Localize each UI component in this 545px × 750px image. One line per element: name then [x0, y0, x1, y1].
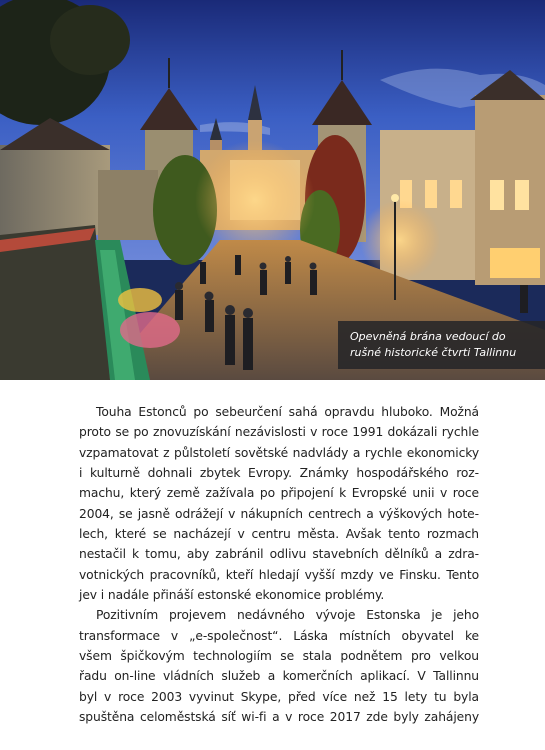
article-body: [79, 402, 479, 728]
text-line: Touha Estonců po sebeurčení sahá opravdu hluboko. Možná: [96, 405, 479, 419]
text-line: spuštěna celoměstská síť wi-fi a v roce 2017 zde byly zahájeny: [79, 710, 479, 725]
text-line: proto se po znovuzískání nezávislosti v roce 1991 dokázali rychle: [79, 425, 479, 440]
photo-caption: [338, 321, 545, 369]
text-line: i kulturně dohnali zbytek Evropy. Známky hospodářského roz-: [79, 466, 479, 481]
text-line: nestačil k tomu, aby zabránil odlivu stavebních dělníků a zdra-: [79, 547, 479, 562]
text-line: transformace v „e-společnost“. Láska místních obyvatel ke: [79, 628, 479, 643]
text-line: všem špičkovým technologiím se stala podnětem pro velkou: [79, 649, 479, 664]
text-line: 2004, se jasně odrážejí v nákupních centrech a výškových hote-: [79, 506, 479, 521]
text-line: lech, které se nacházejí v centru města. Avšak tento rozmach: [79, 527, 479, 542]
paragraph: [79, 605, 479, 727]
paragraph: [79, 402, 479, 605]
text-line: Pozitivním projevem nedávného vývoje Estonska je jeho: [96, 608, 479, 623]
caption-line: Opevněná brána vedoucí do: [350, 330, 506, 343]
text-line: byl v roce 2003 vyvinut Skype, před více než 15 lety tu byla: [79, 689, 479, 704]
caption-line: rušné historické čtvrti Tallinnu: [350, 346, 517, 359]
text-line: vzpamatovat z půlstoletí sovětské nadvlády a rychle ekonomicky: [79, 445, 479, 460]
text-line: jev i nadále přináší estonské ekonomice problémy.: [79, 588, 385, 603]
text-line: řadu on-line vládních služeb a komerčních aplikací. V Tallinnu: [79, 669, 479, 684]
text-line: votnických pracovníků, kteří hledají vyšší mzdy ve Finsku. Tento: [79, 567, 479, 582]
text-line: machu, který země zažívala po připojení k Evropské unii v roce: [79, 486, 479, 501]
